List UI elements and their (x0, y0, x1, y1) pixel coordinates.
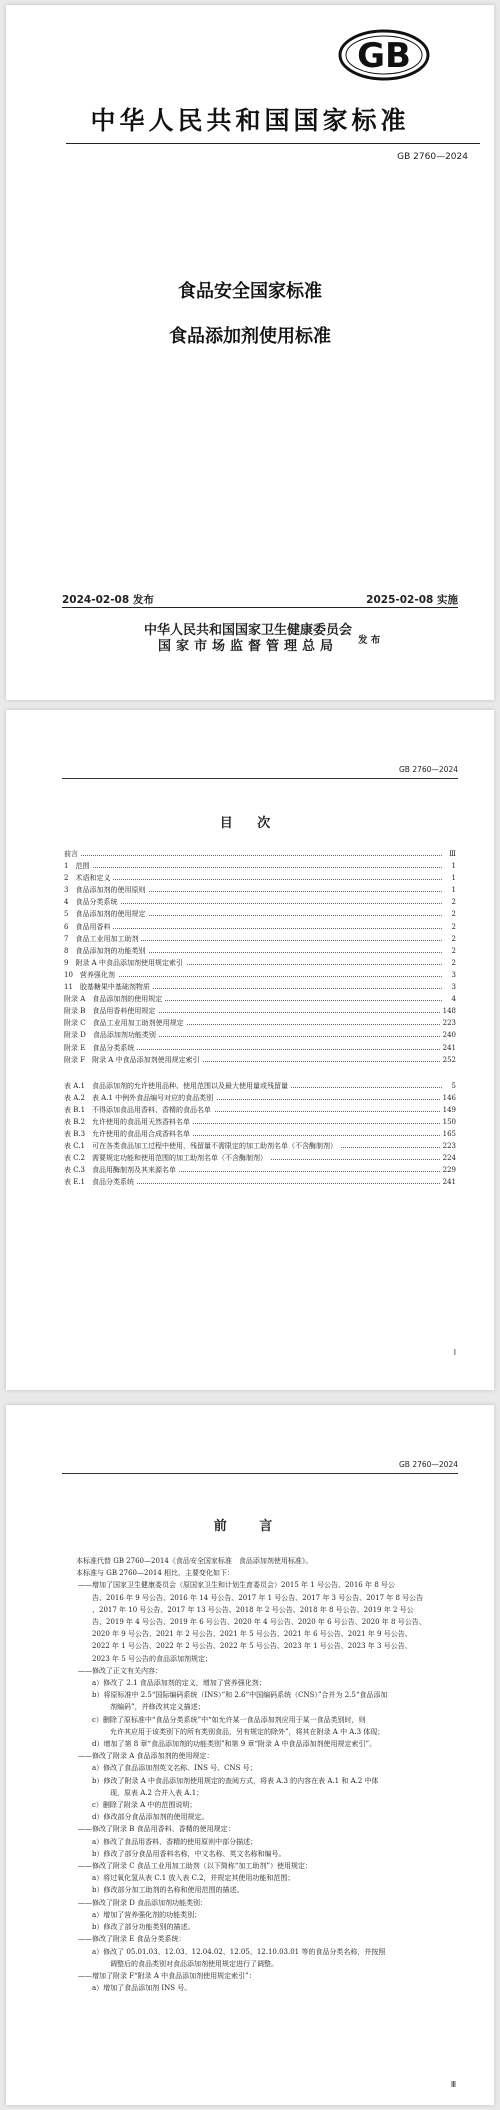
toc-entry[interactable] (64, 1140, 456, 1152)
page-folio: Ⅲ (450, 2080, 456, 2089)
toc-entry-label: 9 附录 A 中食品添加剂使用规定索引 (64, 957, 186, 969)
foreword-line: b）将原标准中 2.5“国际编码系统（INS）”和 2.6“中国编码系统（CNS）”合并为 2.5“食品添加 (92, 1691, 388, 1700)
toc-entry[interactable] (64, 1005, 456, 1017)
toc-entry-page: 2 (449, 921, 456, 933)
toc-entry-page: 223 (440, 1140, 456, 1152)
foreword-line: b）修改了部分功能类别的描述。 (92, 1923, 195, 1932)
toc-entry-page: 1 (449, 872, 456, 884)
toc-entry-page: 5 (449, 1080, 456, 1092)
gb-logo (338, 29, 430, 81)
toc-entry-page: 224 (440, 1152, 456, 1164)
cover-title-line-1: 食品安全国家标准 (178, 281, 322, 302)
foreword-line: a）修改了食品添加剂英文名称、INS 号、CNS 号； (92, 1764, 257, 1773)
date-line (62, 592, 458, 607)
toc-entry[interactable] (64, 1176, 456, 1188)
dot-leader (64, 903, 442, 904)
toc-entry-label: 7 食品工业用加工助剂 (64, 933, 141, 945)
toc-entry[interactable] (64, 860, 456, 872)
toc-entry-label: 附录 D 食品添加剂功能类别 (64, 1029, 159, 1041)
toc-entry[interactable] (64, 1017, 456, 1029)
standard-number: GB 2760—2024 (397, 152, 468, 162)
release-word: 发 布 (358, 635, 381, 646)
toc-entry-page: 241 (440, 1042, 456, 1054)
foreword-line: b）修改部分加工助剂的名称和使用范围的描述。 (92, 1886, 244, 1895)
foreword-line: ——修改了附录 C 食品工业用加工助剂（以下简称“加工助剂”）使用规定： (78, 1862, 312, 1871)
toc-page (6, 710, 494, 1390)
toc-entry-label: 附录 A 食品添加剂的使用规定 (64, 993, 165, 1005)
foreword-line: ——增加了附录 F“附录 A 中食品添加剂使用规定索引”： (78, 1971, 256, 1980)
toc-entry-label: 6 食品用香料 (64, 921, 113, 933)
toc-entry[interactable] (64, 969, 456, 981)
foreword-line: ——修改了附录 E 食品分类系统： (78, 1935, 186, 1944)
toc-entry-label: 附录 F 附录 A 中食品添加剂使用规定索引 (64, 1054, 203, 1066)
page-folio: I (453, 1348, 456, 1357)
toc-entry-page: 2 (449, 933, 456, 945)
release-date: 2024-02-08 发布 (62, 594, 154, 606)
toc-entry-label: 附录 B 食品用香料使用规定 (64, 1005, 158, 1017)
foreword-line: ——修改了正文有关内容： (78, 1666, 162, 1675)
toc-entry-label: 表 B.1 不得添加食品用香料、香精的食品名单 (64, 1104, 214, 1116)
toc-entry-label: 8 食品添加剂的功能类别 (64, 945, 148, 957)
toc-entry[interactable] (64, 1116, 456, 1128)
date-rule (62, 607, 458, 608)
toc-entry-label: 表 C.3 食品用酶制剂及其来源名单 (64, 1164, 179, 1176)
foreword-line: 允许其应用于该类别下的所有类别食品，另有规定的除外”，将其在附录 A 中 A.3 体现； (110, 1727, 385, 1736)
toc-entry-label: 表 A.2 表 A.1 中例外食品编号对应的食品类别 (64, 1092, 216, 1104)
foreword-line: b）修改了附录 A 中食品添加剂使用规定的查阅方式，将表 A.3 的内容在表 A.1 和 A.2 中体 (92, 1776, 379, 1785)
foreword-line: d）修改部分食品添加剂的使用规定。 (92, 1813, 209, 1822)
foreword-line: c）删除了附录 A 中的范围说明； (92, 1801, 197, 1810)
toc-section-gap (64, 1066, 456, 1080)
standard-category-title: 中华人民共和国国家标准 (90, 106, 410, 135)
toc-entry-page: 3 (449, 981, 456, 993)
toc-entry-page: 2 (449, 945, 456, 957)
foreword-line: 调整后的食品类别对食品添加剂使用规定进行了调整。 (110, 1959, 278, 1968)
toc-entry-page: 148 (440, 1005, 456, 1017)
toc-entry-label: 表 B.2 允许使用的食品用天然香料名单 (64, 1116, 193, 1128)
toc-entry-label: 11 胶基糖果中基础剂物质 (64, 981, 153, 993)
foreword-line: a）修改了 2.1 食品添加剂的定义，增加了营养强化剂； (92, 1679, 266, 1688)
toc-entry-page: 252 (440, 1054, 456, 1066)
toc-entry-page: 146 (440, 1092, 456, 1104)
toc-entry-label: 10 营养强化剂 (64, 969, 118, 981)
toc-entry-page: 4 (449, 993, 456, 1005)
toc-entry[interactable] (64, 1054, 456, 1066)
toc-entry-label: 3 食品添加剂的使用原则 (64, 884, 148, 896)
toc-entry[interactable] (64, 945, 456, 957)
toc-entry-label: 附录 C 食品工业用加工助剂使用规定 (64, 1017, 187, 1029)
toc-entry[interactable] (64, 921, 456, 933)
toc-entry-page: 240 (440, 1029, 456, 1041)
foreword-line: 、2017 年 10 号公告、2017 年 13 号公告、2018 年 2 号公告、2018 年 8 号公告、2019 年 2 号公 (92, 1605, 414, 1614)
foreword-line: ——修改了附录 A 食品添加剂的使用规定： (78, 1752, 214, 1761)
svg-text:GB: GB (357, 36, 411, 76)
toc-entry-label: 表 A.1 食品添加剂的允许使用品种、使用范围以及最大使用量或残留量 (64, 1080, 291, 1092)
foreword-line: d）增加了第 8 章“食品添加剂的功能类别”和第 9 章“附录 A 中食品添加剂使用规定索引”。 (92, 1740, 377, 1749)
toc-entry-label: 2 术语和定义 (64, 872, 113, 884)
toc-entry[interactable] (64, 1152, 456, 1164)
toc-entry-label: 4 食品分类系统 (64, 896, 120, 908)
foreword-line: a）增加了营养强化剂的功能类别； (92, 1910, 202, 1919)
toc-entry-label: 1 范围 (64, 860, 92, 872)
foreword-line: ——修改了附录 B 食品用香料、香精的使用规定： (78, 1825, 235, 1834)
foreword-line: c）删除了原标准中“食品分类系统”中“如允许某一食品添加剂应用于某一食品类别时，则 (92, 1715, 366, 1724)
toc-entry[interactable] (64, 1080, 456, 1092)
foreword-line: 现，原表 A.2 合并入表 A.1； (110, 1788, 204, 1797)
toc-entry-page: 165 (440, 1128, 456, 1140)
toc-entry[interactable] (64, 1104, 456, 1116)
toc-entry-page: 241 (440, 1176, 456, 1188)
toc-entry[interactable] (64, 957, 456, 969)
toc-entry[interactable] (64, 872, 456, 884)
issuers (139, 623, 357, 655)
toc-entry-label: 前言 (64, 848, 81, 860)
cover-title-line-2: 食品添加剂使用标准 (169, 326, 331, 347)
cover-page (6, 5, 494, 700)
foreword-title: 前 言 (213, 1519, 287, 1534)
implement-date: 2025-02-08 实施 (366, 594, 458, 606)
foreword-line: ——增加了国家卫生健康委员会（原国家卫生和计划生育委员会）2015 年 1 号公告、2016 年 8 号公 (78, 1581, 395, 1590)
foreword-line: a）增加了食品添加剂 INS 号。 (92, 1984, 192, 1993)
toc-entry-page: 229 (440, 1164, 456, 1176)
header-rule (62, 1473, 458, 1474)
toc-entry-page: 2 (449, 908, 456, 920)
foreword-line: 告、2019 年 4 号公告、2019 年 6 号公告、2020 年 4 号公告、2020 年 6 号公告、2020 年 8 号公告、 (92, 1618, 426, 1627)
toc-entry[interactable] (64, 848, 456, 860)
toc-entry[interactable] (64, 1164, 456, 1176)
toc-entry[interactable] (64, 993, 456, 1005)
foreword-line: 2020 年 9 号公告、2021 年 2 号公告、2021 年 5 号公告、2021 年 6 号公告、2021 年 9 号公告、 (92, 1630, 412, 1639)
foreword-line: 本标准与 GB 2760—2014 相比，主要变化如下： (76, 1569, 235, 1578)
foreword-line: ——修改了附录 D 食品添加剂功能类别： (78, 1898, 208, 1907)
toc-entry-page: 149 (440, 1104, 456, 1116)
title-rule (66, 143, 480, 144)
toc-entry[interactable] (64, 908, 456, 920)
running-header: GB 2760—2024 (398, 1460, 458, 1469)
toc-entry-page: 2 (449, 896, 456, 908)
dot-leader (64, 928, 442, 929)
toc-entry-page: 150 (440, 1116, 456, 1128)
header-rule (62, 778, 458, 779)
foreword-line: 2023 年 5 号公告的食品添加剂规定； (92, 1654, 212, 1663)
dot-leader (64, 879, 442, 880)
toc-title: 目 次 (219, 816, 281, 831)
toc-entry-label: 表 B.3 允许使用的食品用合成香料名单 (64, 1128, 193, 1140)
foreword-line: a）修改了 05.01.03、12.03、12.04.02、12.05、12.10.03.01 等的食品分类名称，并按照 (92, 1947, 386, 1956)
foreword-line: 剂编码”，并修改其定义描述； (110, 1703, 205, 1712)
toc-entry-label: 表 C.1 可在各类食品加工过程中使用，残留量不需限定的加工助剂名单（不含酶制剂） (64, 1140, 340, 1152)
foreword-line: 2022 年 1 号公告、2022 年 2 号公告、2022 年 5 号公告、2023 年 1 号公告、2023 年 3 号公告、 (92, 1642, 412, 1651)
issuer-2: 国家市场监督管理总局 (157, 639, 338, 654)
toc-entry[interactable] (64, 884, 456, 896)
dot-leader (64, 855, 442, 856)
dot-leader (64, 976, 442, 977)
dot-leader (64, 867, 442, 868)
issuer-1: 中华人民共和国国家卫生健康委员会 (143, 623, 352, 638)
foreword-line: b）修改了部分食品用香料名称，中文名称、英文名称和编号。 (92, 1849, 286, 1858)
toc-entry-page: 1 (449, 860, 456, 872)
toc-entry-page: Ⅲ (446, 848, 456, 860)
toc-entry[interactable] (64, 1029, 456, 1041)
toc-entry-page: 1 (449, 884, 456, 896)
toc-entry[interactable] (64, 1128, 456, 1140)
toc-list (64, 848, 456, 1189)
toc-entry-label: 5 食品添加剂的使用规定 (64, 908, 148, 920)
toc-entry[interactable] (64, 981, 456, 993)
toc-entry-label: 附录 E 食品分类系统 (64, 1042, 137, 1054)
toc-entry-label: 表 E.1 食品分类系统 (64, 1176, 137, 1188)
foreword-line: a）修改了食品用香料、香精的使用原则中部分描述； (92, 1837, 258, 1846)
foreword-body (64, 1555, 456, 1994)
toc-entry[interactable] (64, 1092, 456, 1104)
toc-entry-label: 表 C.2 需要规定功能和使用范围的加工助剂名单（不含酶制剂） (64, 1152, 270, 1164)
foreword-page (6, 1405, 494, 2105)
toc-entry-page: 223 (440, 1017, 456, 1029)
toc-entry-page: 3 (449, 969, 456, 981)
running-header: GB 2760—2024 (398, 765, 458, 774)
toc-entry[interactable] (64, 896, 456, 908)
toc-entry-page: 2 (449, 957, 456, 969)
toc-entry[interactable] (64, 933, 456, 945)
foreword-line: 本标准代替 GB 2760—2014《食品安全国家标准 食品添加剂使用标准》。 (76, 1557, 313, 1565)
toc-entry[interactable] (64, 1042, 456, 1054)
foreword-line: a）将过氧化氢从表 C.1 放入表 C.2，并规定其使用功能和范围； (92, 1874, 295, 1883)
foreword-line: 告、2016 年 9 号公告、2016 年 14 号公告、2017 年 1 号公告、2017 年 3 号公告、2017 年 8 号公告 (92, 1593, 424, 1602)
